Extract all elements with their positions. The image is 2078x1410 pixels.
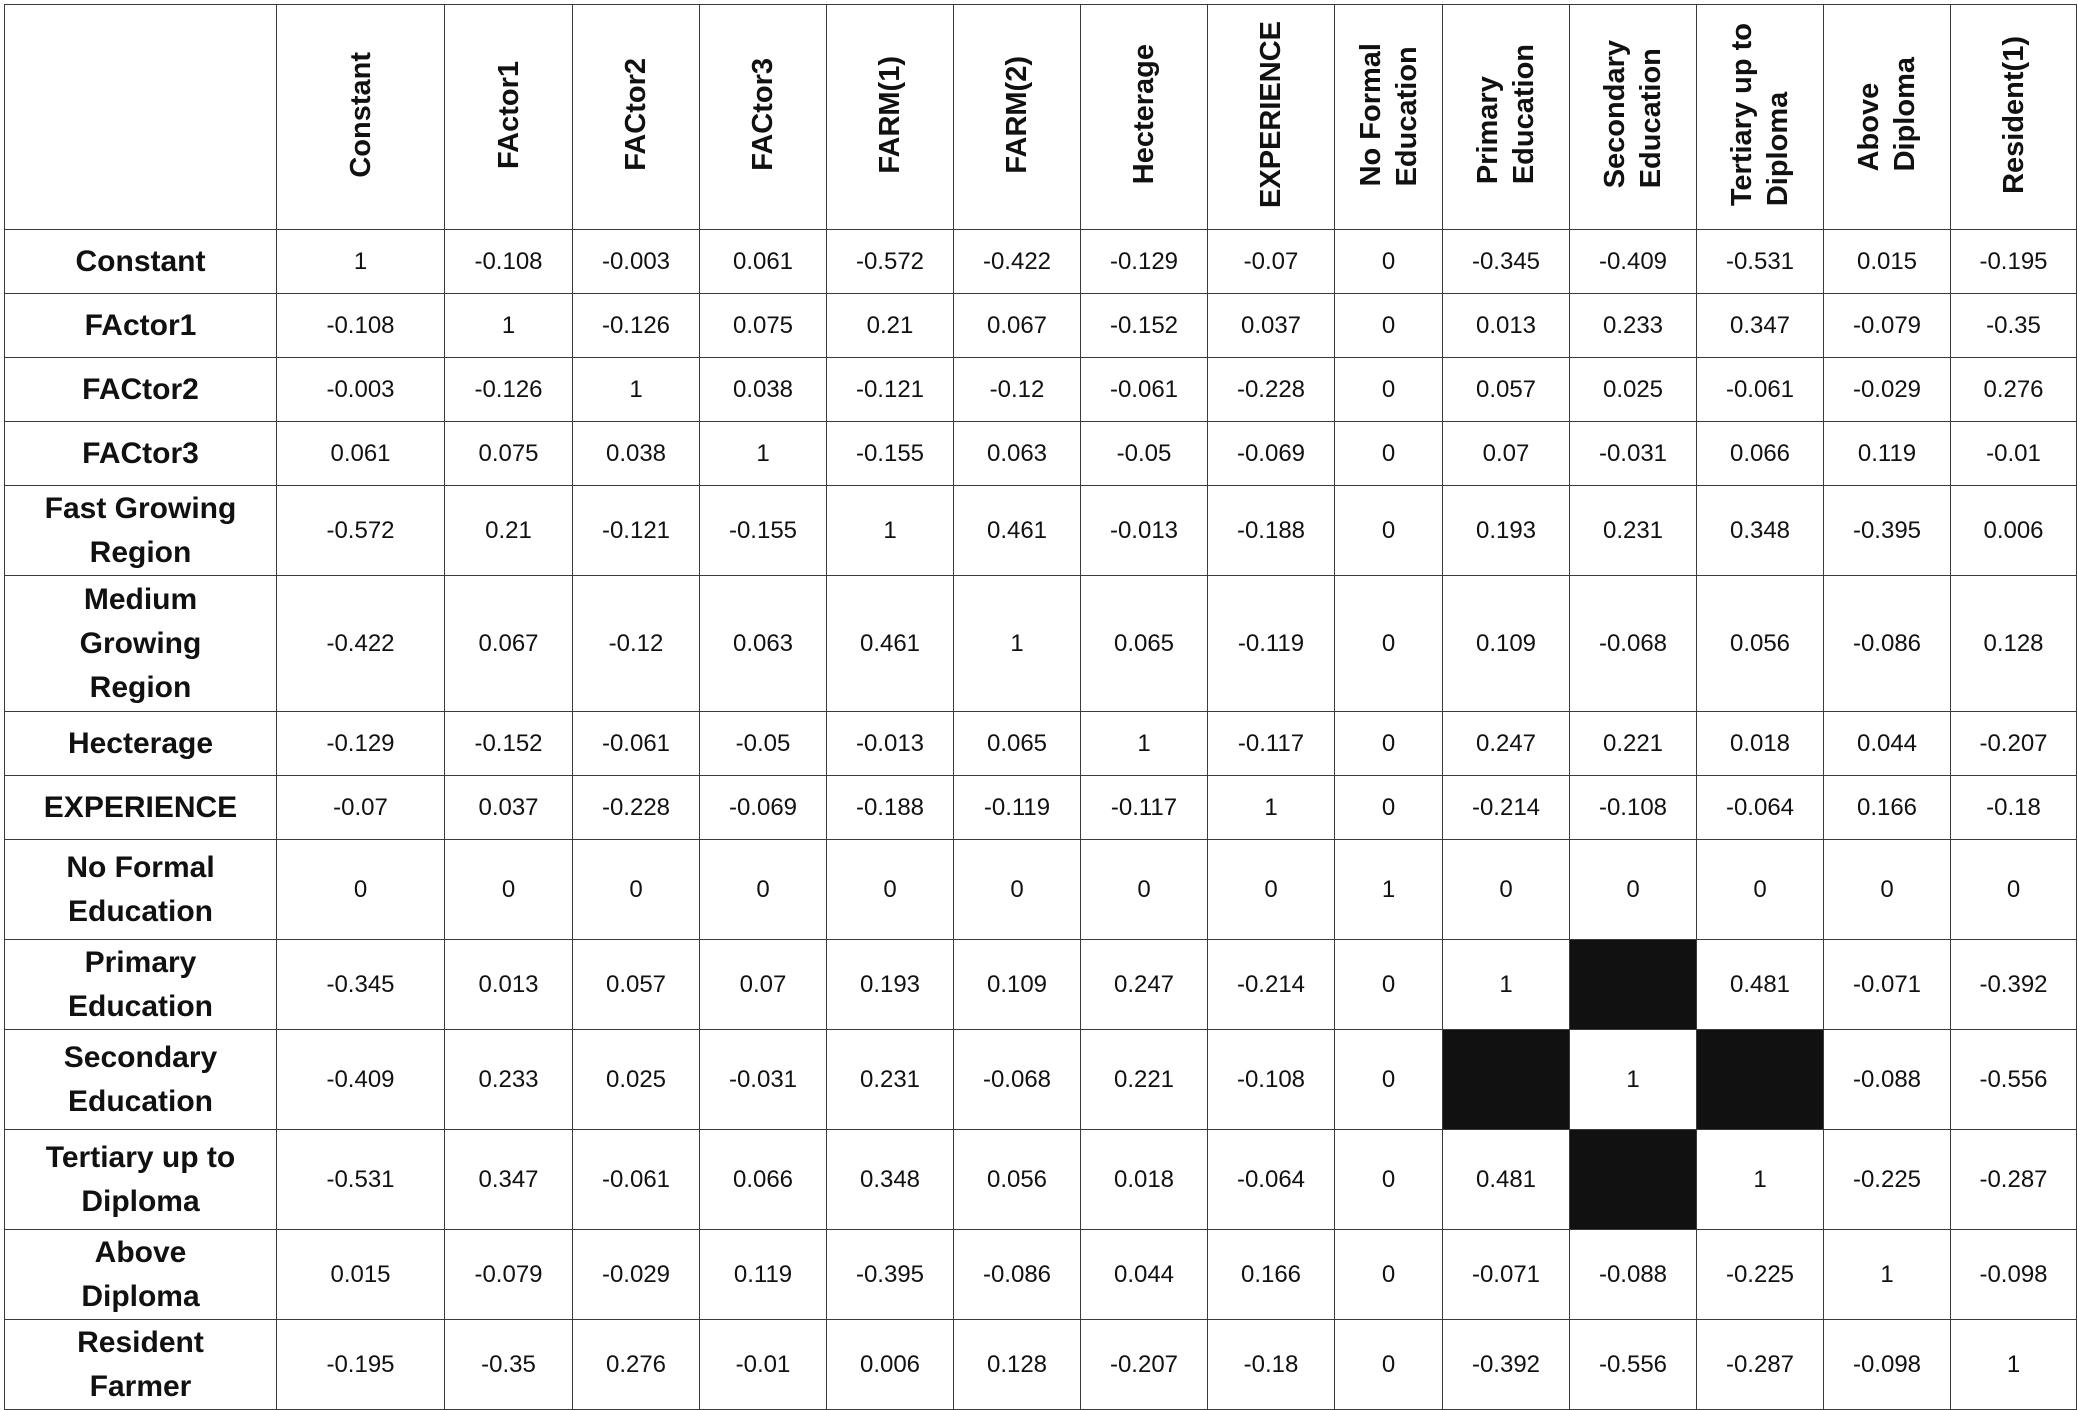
table-cell: -0.422 — [954, 230, 1081, 294]
table-cell: 0 — [1570, 840, 1697, 940]
table-cell: 0.128 — [1951, 576, 2077, 712]
table-cell: 0.061 — [700, 230, 827, 294]
table-cell: 0.221 — [1570, 712, 1697, 776]
table-row — [5, 1130, 2077, 1230]
table-cell: 0.276 — [573, 1320, 700, 1410]
table-cell: 0.64 — [1570, 1130, 1697, 1230]
table-cell: 0.025 — [1570, 358, 1697, 422]
table-cell: 1 — [1570, 1030, 1697, 1130]
table-cell: 0.247 — [1081, 940, 1208, 1030]
table-cell: 0.013 — [1443, 294, 1570, 358]
table-cell: 1 — [700, 422, 827, 486]
table-cell: -0.003 — [573, 230, 700, 294]
table-cell: 0 — [1951, 840, 2077, 940]
table-cell: 1 — [1824, 1230, 1951, 1320]
table-cell: -0.108 — [445, 230, 573, 294]
table-cell: 0.64 — [1697, 1030, 1824, 1130]
table-row — [5, 422, 2077, 486]
table-row — [5, 230, 2077, 294]
table-row — [5, 712, 2077, 776]
table-cell: -0.152 — [1081, 294, 1208, 358]
table-cell: 1 — [573, 358, 700, 422]
row-header: Tertiary up to Diploma — [5, 1130, 277, 1230]
table-cell: 0.061 — [277, 422, 445, 486]
column-header — [700, 5, 827, 230]
row-header: Secondary Education — [5, 1030, 277, 1130]
table-cell: -0.18 — [1208, 1320, 1335, 1410]
table-cell: 0 — [1824, 840, 1951, 940]
column-header-label: Tertiary up to Diploma — [1726, 22, 1794, 207]
row-header: FACtor3 — [5, 422, 277, 486]
table-cell: -0.098 — [1951, 1230, 2077, 1320]
column-header — [445, 5, 573, 230]
table-cell: -0.572 — [277, 486, 445, 576]
column-header-label: Hecterage — [1128, 44, 1160, 185]
table-cell: 0.461 — [827, 576, 954, 712]
table-cell: 0 — [445, 840, 573, 940]
table-cell: 0.348 — [827, 1130, 954, 1230]
table-cell: -0.225 — [1697, 1230, 1824, 1320]
table-cell: -0.064 — [1697, 776, 1824, 840]
table-cell: 0.231 — [1570, 486, 1697, 576]
table-cell: -0.129 — [1081, 230, 1208, 294]
table-row — [5, 776, 2077, 840]
table-cell: -0.345 — [1443, 230, 1570, 294]
table-cell: -0.195 — [1951, 230, 2077, 294]
table-row — [5, 486, 2077, 576]
table-cell: 0.066 — [700, 1130, 827, 1230]
table-row — [5, 840, 2077, 940]
table-cell: -0.121 — [573, 486, 700, 576]
table-cell: 1 — [954, 576, 1081, 712]
table-cell: 0.119 — [700, 1230, 827, 1320]
table-row — [5, 1030, 2077, 1130]
row-header: Above Diploma — [5, 1230, 277, 1320]
column-header-label: FACtor3 — [747, 58, 779, 171]
table-cell: -0.556 — [1570, 1320, 1697, 1410]
table-cell: 0 — [1208, 840, 1335, 940]
table-cell: 0.481 — [1697, 940, 1824, 1030]
row-header: Fast Growing Region — [5, 486, 277, 576]
table-cell: 0.07 — [1443, 422, 1570, 486]
table-cell: -0.031 — [1570, 422, 1697, 486]
table-cell: -0.05 — [1081, 422, 1208, 486]
table-cell: 0.063 — [700, 576, 827, 712]
table-cell: 0 — [700, 840, 827, 940]
table-row — [5, 576, 2077, 712]
table-cell: 0.348 — [1697, 486, 1824, 576]
table-cell: 1 — [445, 294, 573, 358]
table-cell: 0.221 — [1081, 1030, 1208, 1130]
table-cell: 0.056 — [1697, 576, 1824, 712]
table-cell: 0 — [1335, 1320, 1443, 1410]
table-cell: -0.071 — [1824, 940, 1951, 1030]
row-header: Resident Farmer — [5, 1320, 277, 1410]
column-header-label: FActor1 — [492, 60, 525, 169]
table-cell: -0.188 — [1208, 486, 1335, 576]
table-cell: 0 — [573, 840, 700, 940]
table-cell: -0.117 — [1208, 712, 1335, 776]
table-cell: -0.01 — [1951, 422, 2077, 486]
table-cell: 0.018 — [1697, 712, 1824, 776]
table-cell: 0 — [1335, 422, 1443, 486]
table-cell: 0.166 — [1208, 1230, 1335, 1320]
table-cell: -0.531 — [277, 1130, 445, 1230]
table-cell: 1 — [827, 486, 954, 576]
table-cell: 0.128 — [954, 1320, 1081, 1410]
table-cell: -0.068 — [1570, 576, 1697, 712]
row-header: Constant — [5, 230, 277, 294]
table-row — [5, 294, 2077, 358]
table-cell: -0.119 — [1208, 576, 1335, 712]
table-cell: 0.065 — [954, 712, 1081, 776]
table-cell: 0 — [277, 840, 445, 940]
table-cell: -0.228 — [573, 776, 700, 840]
table-cell: -0.155 — [827, 422, 954, 486]
table-cell: -0.07 — [277, 776, 445, 840]
table-cell: 0 — [1081, 840, 1208, 940]
table-cell: -0.207 — [1951, 712, 2077, 776]
table-cell: -0.214 — [1443, 776, 1570, 840]
table-cell: 0.057 — [1443, 358, 1570, 422]
table-cell: -0.088 — [1570, 1230, 1697, 1320]
table-cell: -0.287 — [1697, 1320, 1824, 1410]
table-cell: -0.05 — [700, 712, 827, 776]
table-cell: 0.025 — [573, 1030, 700, 1130]
table-cell: 0.063 — [954, 422, 1081, 486]
table-cell: 0.07 — [700, 940, 827, 1030]
table-cell: -0.129 — [277, 712, 445, 776]
table-cell: 0.21 — [827, 294, 954, 358]
table-cell: -0.003 — [277, 358, 445, 422]
table-cell: 0.347 — [1697, 294, 1824, 358]
table-cell: -0.068 — [954, 1030, 1081, 1130]
table-cell: 0 — [1335, 1130, 1443, 1230]
table-cell: 0.037 — [445, 776, 573, 840]
row-header: EXPERIENCE — [5, 776, 277, 840]
table-cell: -0.061 — [573, 712, 700, 776]
table-cell: -0.013 — [1081, 486, 1208, 576]
row-header: No Formal Education — [5, 840, 277, 940]
table-cell: -0.108 — [277, 294, 445, 358]
table-cell: 0.166 — [1824, 776, 1951, 840]
column-header-label: Primary Education — [1472, 44, 1540, 185]
table-cell: -0.086 — [954, 1230, 1081, 1320]
table-cell: -0.228 — [1208, 358, 1335, 422]
table-cell: 0.015 — [1824, 230, 1951, 294]
table-cell: 0.075 — [700, 294, 827, 358]
table-cell: 0.119 — [1824, 422, 1951, 486]
table-cell: -0.395 — [827, 1230, 954, 1320]
header-row — [5, 5, 2077, 230]
table-cell: 0 — [1697, 840, 1824, 940]
table-cell: 0.233 — [1570, 294, 1697, 358]
column-header-label: FARM(1) — [874, 55, 906, 174]
table-cell: 0.193 — [827, 940, 954, 1030]
table-cell: -0.079 — [1824, 294, 1951, 358]
table-cell: 1 — [277, 230, 445, 294]
row-header: FActor1 — [5, 294, 277, 358]
table-cell: 1 — [1443, 940, 1570, 1030]
table-row — [5, 358, 2077, 422]
table-cell: -0.155 — [700, 486, 827, 576]
table-cell: 0 — [1443, 840, 1570, 940]
table-cell: -0.117 — [1081, 776, 1208, 840]
table-cell: -0.013 — [827, 712, 954, 776]
table-cell: -0.422 — [277, 576, 445, 712]
row-header: Primary Education — [5, 940, 277, 1030]
table-cell: -0.409 — [1570, 230, 1697, 294]
table-cell: -0.409 — [277, 1030, 445, 1130]
table-cell: -0.126 — [573, 294, 700, 358]
table-cell: 0.037 — [1208, 294, 1335, 358]
table-row — [5, 940, 2077, 1030]
table-cell: -0.088 — [1824, 1030, 1951, 1130]
column-header-label: Resident(1) — [1997, 35, 2030, 194]
column-header — [277, 5, 445, 230]
table-cell: 0.233 — [445, 1030, 573, 1130]
table-cell: -0.086 — [1824, 576, 1951, 712]
table-cell: -0.079 — [445, 1230, 573, 1320]
table-cell: -0.35 — [1951, 294, 2077, 358]
table-cell: -0.12 — [573, 576, 700, 712]
table-cell: -0.572 — [827, 230, 954, 294]
table-cell: 0.044 — [1081, 1230, 1208, 1320]
table-row — [5, 1320, 2077, 1410]
table-cell: -0.12 — [954, 358, 1081, 422]
corner-cell — [5, 5, 277, 230]
column-header — [1208, 5, 1335, 230]
column-header-label: EXPERIENCE — [1255, 21, 1287, 208]
table-cell: 0.276 — [1951, 358, 2077, 422]
table-cell: 0.006 — [1951, 486, 2077, 576]
column-header — [1824, 5, 1951, 230]
table-cell: 0.247 — [1443, 712, 1570, 776]
table-cell: 0 — [1335, 294, 1443, 358]
row-header: Medium Growing Region — [5, 576, 277, 712]
table-cell: 0 — [1335, 776, 1443, 840]
table-cell: -0.188 — [827, 776, 954, 840]
table-cell: -0.064 — [1208, 1130, 1335, 1230]
table-cell: 0.193 — [1443, 486, 1570, 576]
table-cell: -0.098 — [1824, 1320, 1951, 1410]
table-cell: 0.636 — [1443, 1030, 1570, 1130]
table-cell: 0.067 — [445, 576, 573, 712]
table-cell: 0.636 — [1570, 940, 1697, 1030]
column-header — [827, 5, 954, 230]
column-header — [954, 5, 1081, 230]
table-cell: 0.109 — [1443, 576, 1570, 712]
column-header — [1951, 5, 2077, 230]
table-cell: 1 — [1335, 840, 1443, 940]
table-cell: -0.531 — [1697, 230, 1824, 294]
table-cell: 0.065 — [1081, 576, 1208, 712]
table-cell: 0 — [1335, 358, 1443, 422]
table-cell: -0.07 — [1208, 230, 1335, 294]
table-cell: -0.195 — [277, 1320, 445, 1410]
table-cell: 0 — [1335, 486, 1443, 576]
table-cell: -0.029 — [1824, 358, 1951, 422]
column-header — [573, 5, 700, 230]
table-row — [5, 1230, 2077, 1320]
table-cell: 0.461 — [954, 486, 1081, 576]
table-body — [5, 230, 2077, 1410]
table-cell: 0.038 — [700, 358, 827, 422]
table-cell: 0 — [954, 840, 1081, 940]
table-cell: -0.108 — [1208, 1030, 1335, 1130]
row-header: FACtor2 — [5, 358, 277, 422]
column-header-label: FARM(2) — [1001, 55, 1033, 174]
column-header-label: Above Diploma — [1853, 57, 1921, 172]
table-cell: 0.038 — [573, 422, 700, 486]
table-cell: 0.015 — [277, 1230, 445, 1320]
correlation-matrix-table — [4, 4, 2077, 1410]
column-header-label: Constant — [344, 51, 377, 178]
row-header: Hecterage — [5, 712, 277, 776]
table-cell: 0 — [1335, 940, 1443, 1030]
table-cell: -0.061 — [1697, 358, 1824, 422]
table-cell: -0.069 — [700, 776, 827, 840]
table-cell: -0.225 — [1824, 1130, 1951, 1230]
table-cell: 1 — [1208, 776, 1335, 840]
table-cell: -0.061 — [1081, 358, 1208, 422]
table-cell: -0.214 — [1208, 940, 1335, 1030]
table-cell: 0.056 — [954, 1130, 1081, 1230]
table-cell: 0.075 — [445, 422, 573, 486]
column-header-label: FACtor2 — [620, 58, 652, 171]
table-cell: 0.231 — [827, 1030, 954, 1130]
table-cell: -0.392 — [1951, 940, 2077, 1030]
table-cell: -0.395 — [1824, 486, 1951, 576]
column-header — [1443, 5, 1570, 230]
table-cell: 0.21 — [445, 486, 573, 576]
table-cell: 0.057 — [573, 940, 700, 1030]
column-header-label: Secondary Education — [1599, 40, 1667, 189]
table-cell: -0.01 — [700, 1320, 827, 1410]
table-cell: 0.067 — [954, 294, 1081, 358]
table-cell: 1 — [1081, 712, 1208, 776]
table-cell: -0.108 — [1570, 776, 1697, 840]
table-cell: -0.287 — [1951, 1130, 2077, 1230]
table-cell: -0.392 — [1443, 1320, 1570, 1410]
table-cell: 0 — [1335, 1230, 1443, 1320]
table-cell: -0.029 — [573, 1230, 700, 1320]
table-cell: 0.066 — [1697, 422, 1824, 486]
table-cell: -0.126 — [445, 358, 573, 422]
table-cell: -0.121 — [827, 358, 954, 422]
table-cell: 0.013 — [445, 940, 573, 1030]
table-cell: 0.109 — [954, 940, 1081, 1030]
table-cell: -0.152 — [445, 712, 573, 776]
table-cell: -0.345 — [277, 940, 445, 1030]
table-cell: -0.031 — [700, 1030, 827, 1130]
table-cell: 0 — [1335, 576, 1443, 712]
table-cell: -0.119 — [954, 776, 1081, 840]
table-cell: 1 — [1951, 1320, 2077, 1410]
table-cell: -0.061 — [573, 1130, 700, 1230]
table-cell: 0 — [1335, 712, 1443, 776]
column-header — [1081, 5, 1208, 230]
table-cell: 0.347 — [445, 1130, 573, 1230]
table-cell: -0.207 — [1081, 1320, 1208, 1410]
table-cell: 0.018 — [1081, 1130, 1208, 1230]
table-cell: -0.18 — [1951, 776, 2077, 840]
table-cell: -0.071 — [1443, 1230, 1570, 1320]
table-cell: -0.556 — [1951, 1030, 2077, 1130]
table-cell: 0.006 — [827, 1320, 954, 1410]
column-header — [1697, 5, 1824, 230]
column-header-label: No Formal Education — [1354, 42, 1423, 187]
table-cell: -0.069 — [1208, 422, 1335, 486]
table-cell: 0 — [1335, 1030, 1443, 1130]
column-header — [1335, 5, 1443, 230]
table-cell: 1 — [1697, 1130, 1824, 1230]
table-cell: 0 — [827, 840, 954, 940]
table-cell: 0 — [1335, 230, 1443, 294]
table-cell: 0.481 — [1443, 1130, 1570, 1230]
table-cell: -0.35 — [445, 1320, 573, 1410]
table-cell: 0.044 — [1824, 712, 1951, 776]
column-header — [1570, 5, 1697, 230]
